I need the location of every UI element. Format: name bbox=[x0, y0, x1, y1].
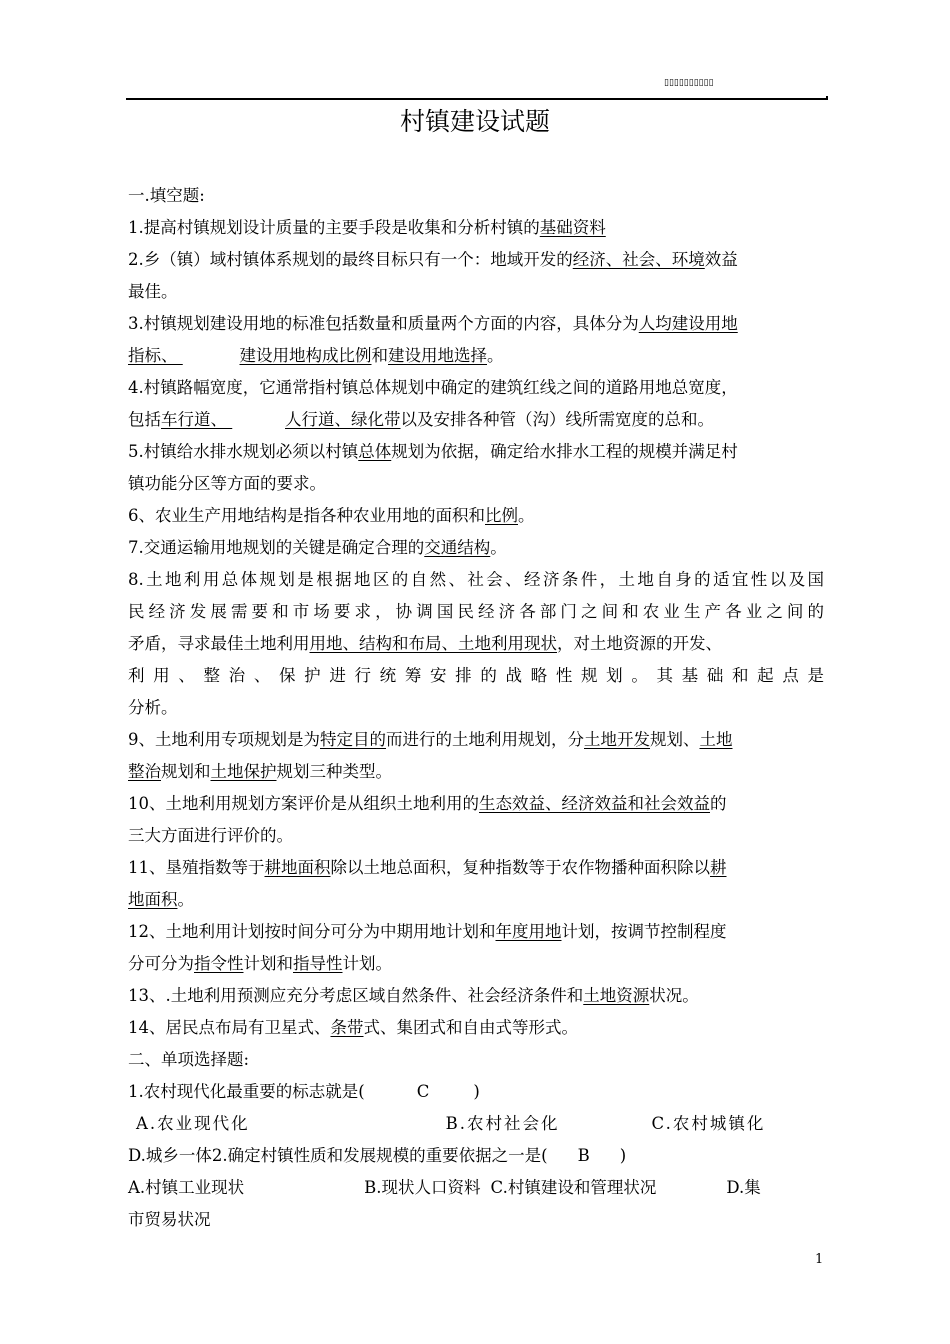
question-8-cont: 民经济发展需要和市场要求，协调国民经济各部门之间和农业生产各业之间的 bbox=[128, 602, 824, 621]
document-title: 村镇建设试题 bbox=[399, 107, 550, 136]
answer: 地面积 bbox=[128, 890, 178, 909]
question-7: 7.交通运输用地规划的关键是确定合理的交通结构。 bbox=[128, 538, 507, 557]
choice-1-option-d-and-choice-2: D.城乡一体2.确定村镇性质和发展规模的重要依据之一是( B ) bbox=[128, 1146, 627, 1165]
document-body bbox=[128, 180, 824, 1236]
answer: 用地、结构和布局、土地利用现状 bbox=[309, 634, 557, 653]
answer: 生态效益、经济效益和社会效益 bbox=[479, 794, 710, 813]
question-10-cont: 三大方面进行评价的。 bbox=[128, 826, 293, 845]
answer: 人均建设用地 bbox=[638, 314, 738, 333]
option-a: A.村镇工业现状 bbox=[128, 1178, 245, 1197]
question-12: 12、土地利用计划按时间分可分为中期用地计划和年度用地计划，按调节控制程度 bbox=[128, 922, 727, 941]
question-8-cont: 矛盾，寻求最佳土地利用用地、结构和布局、土地利用现状，对土地资源的开发、 bbox=[128, 634, 722, 653]
option-b: B.现状人口资料 bbox=[364, 1178, 481, 1197]
question-4-cont: 包括车行道、 人行道、绿化带以及安排各种管（沟）线所需宽度的总和。 bbox=[128, 410, 714, 429]
question-6: 6、农业生产用地结构是指各种农业用地的面积和比例。 bbox=[128, 506, 535, 525]
answer: 土地资源 bbox=[583, 986, 650, 1005]
answer: 车行道、 bbox=[161, 410, 227, 429]
answer: 指标、 bbox=[128, 346, 178, 365]
choice-answer: C bbox=[416, 1082, 430, 1101]
answer: 人行道、绿化带 bbox=[285, 410, 401, 429]
question-8-cont: 利 用 、 整 治 、 保 护 进 行 统 筹 安 排 的 战 略 性 规 划 。 其 基 础 和 起 点 是 bbox=[128, 666, 824, 685]
question-11: 11、垦殖指数等于耕地面积除以土地总面积，复种指数等于农作物播种面积除以耕 bbox=[128, 858, 727, 877]
question-12-cont: 分可分为指令性计划和指导性计划。 bbox=[128, 954, 392, 973]
choice-answer: B bbox=[577, 1146, 590, 1165]
choice-2-options bbox=[128, 1172, 824, 1204]
question-4: 4.村镇路幅宽度，它通常指村镇总体规划中确定的建筑红线之间的道路用地总宽度， bbox=[128, 378, 738, 397]
option-c: C.农村城镇化 bbox=[651, 1114, 766, 1133]
question-9-cont: 整治规划和土地保护规划三种类型。 bbox=[128, 762, 392, 781]
question-5: 5.村镇给水排水规划必须以村镇总体规划为依据，确定给水排水工程的规模并满足村 bbox=[128, 442, 738, 461]
question-3: 3.村镇规划建设用地的标准包括数量和质量两个方面的内容，具体分为人均建设用地 bbox=[128, 314, 738, 333]
answer: 交通结构 bbox=[424, 538, 491, 557]
answer: 条带 bbox=[330, 1018, 364, 1037]
answer: 耕 bbox=[710, 858, 727, 877]
section-heading-single-choice: 二、单项选择题: bbox=[128, 1050, 250, 1069]
question-2-cont: 最佳。 bbox=[128, 282, 178, 301]
header-rule-end bbox=[826, 96, 828, 100]
question-2: 2.乡（镇）域村镇体系规划的最终目标只有一个：地域开发的经济、社会、环境效益 bbox=[128, 250, 738, 269]
answer: 经济、社会、环境 bbox=[572, 250, 705, 269]
answer: 土地开发 bbox=[584, 730, 650, 749]
answer: 总体 bbox=[358, 442, 392, 461]
question-9: 9、土地利用专项规划是为特定目的而进行的土地利用规划，分土地开发规划、土地 bbox=[128, 730, 733, 749]
question-10: 10、土地利用规划方案评价是从组织土地利用的生态效益、经济效益和社会效益的 bbox=[128, 794, 727, 813]
choice-2-stem: 2.确定村镇性质和发展规模的重要依据之一是( bbox=[211, 1146, 548, 1165]
option-d: D.城乡一体 bbox=[128, 1146, 212, 1165]
section-heading-fill-blank: 一.填空题: bbox=[128, 186, 205, 205]
question-5-cont: 镇功能分区等方面的要求。 bbox=[128, 474, 326, 493]
answer: 整治 bbox=[128, 762, 161, 781]
answer: 建设用地构成比例 bbox=[239, 346, 372, 365]
question-1: 1.提高村镇规划设计质量的主要手段是收集和分析村镇的基础资料 bbox=[128, 218, 606, 237]
question-13: 13、.土地利用预测应充分考虑区域自然条件、社会经济条件和土地资源状况。 bbox=[128, 986, 699, 1005]
answer: 建设用地选择 bbox=[388, 346, 487, 365]
question-8-cont: 分析。 bbox=[128, 698, 178, 717]
question-3-cont: 指标、 建设用地构成比例和建设用地选择。 bbox=[128, 346, 504, 365]
answer: 特定目的 bbox=[320, 730, 386, 749]
choice-1-options bbox=[128, 1108, 824, 1140]
question-11-cont: 地面积。 bbox=[128, 890, 194, 909]
question-14: 14、居民点布局有卫星式、条带式、集团式和自由式等形式。 bbox=[128, 1018, 578, 1037]
header-mark: ▯▯▯▯▯▯▯▯▯▯ bbox=[664, 78, 714, 88]
answer: 指令性 bbox=[194, 954, 244, 973]
answer: 土地 bbox=[699, 730, 733, 749]
answer: 土地保护 bbox=[210, 762, 277, 781]
question-8: 8.土地利用总体规划是根据地区的自然、社会、经济条件，土地自身的适宜性以及国 bbox=[128, 570, 824, 589]
answer: 指导性 bbox=[293, 954, 343, 973]
answer: 耕地面积 bbox=[264, 858, 331, 877]
option-d: D.集 bbox=[726, 1178, 761, 1197]
option-c: C.村镇建设和管理状况 bbox=[490, 1178, 657, 1197]
option-a: A.农业现代化 bbox=[136, 1114, 250, 1133]
answer: 基础资料 bbox=[539, 218, 606, 237]
option-b: B.农村社会化 bbox=[445, 1114, 560, 1133]
choice-1: 1.农村现代化最重要的标志就是( C ) bbox=[128, 1082, 480, 1101]
page-number: 1 bbox=[815, 1252, 824, 1267]
answer: 比例 bbox=[485, 506, 518, 525]
header-rule bbox=[126, 98, 826, 100]
choice-2-options-cont: 市贸易状况 bbox=[128, 1210, 211, 1229]
answer: 年度用地 bbox=[495, 922, 562, 941]
